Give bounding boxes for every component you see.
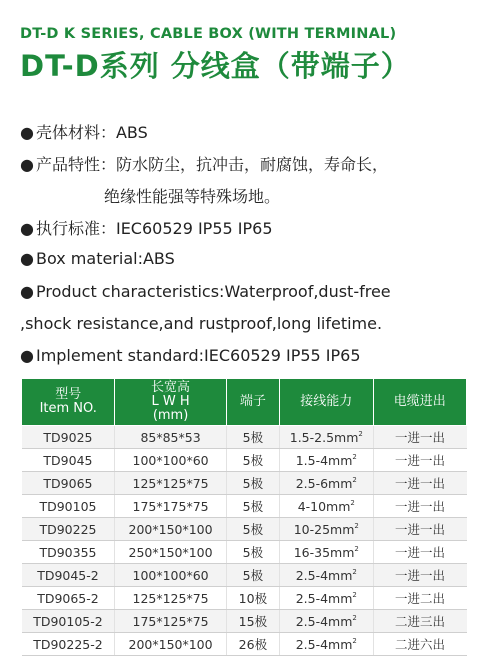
- table-row: [22, 426, 467, 449]
- cell-item: TD9025: [22, 426, 115, 449]
- bullet-icon: ●: [20, 282, 34, 301]
- bullet-icon: ●: [20, 219, 34, 238]
- table-row: [22, 541, 467, 564]
- col-header-lwh: 长宽高 L W H (mm): [115, 379, 226, 426]
- cell-cable: 一进一出: [373, 472, 466, 495]
- spec-text: Implement standard:IEC60529 IP55 IP65: [35, 346, 361, 365]
- cell-terminal: 10极: [226, 587, 279, 610]
- cell-terminal: 15极: [226, 610, 279, 633]
- bullet-icon: ●: [20, 155, 34, 174]
- cell-terminal: 5极: [226, 472, 279, 495]
- cell-capacity: $2.5-4mm^2$: [280, 610, 373, 633]
- cell-capacity: $10-25mm^2$: [280, 518, 373, 541]
- spec-features-cn: [20, 152, 388, 175]
- cell-terminal: 5极: [226, 541, 279, 564]
- header-title-en: DT-D K SERIES, CABLE BOX (WITH TERMINAL): [20, 26, 397, 42]
- spec-table: [21, 378, 467, 656]
- cell-lwh: 200*150*100: [115, 518, 226, 541]
- table-row: [22, 610, 467, 633]
- cell-terminal: 5极: [226, 449, 279, 472]
- cell-terminal: 5极: [226, 564, 279, 587]
- cell-cable: 一进一出: [373, 449, 466, 472]
- cell-cable: 一进一出: [373, 541, 466, 564]
- spec-characteristics: [20, 282, 391, 301]
- cell-lwh: 100*100*60: [115, 449, 226, 472]
- cell-terminal: 5极: [226, 518, 279, 541]
- cell-item: TD90105: [22, 495, 115, 518]
- cell-capacity: $1.5-2.5mm^2$: [280, 426, 373, 449]
- col-header-item: 型号 Item NO.: [22, 379, 115, 426]
- spec-text: 产品特性：防水防尘，抗冲击，耐腐蚀，寿命长，: [35, 155, 388, 174]
- spec-box-material: [20, 249, 175, 268]
- spec-standard-cn: [20, 216, 273, 239]
- spec-text: Product characteristics:Waterproof,dust-free: [35, 282, 391, 301]
- cell-item: TD9065: [22, 472, 115, 495]
- cell-capacity: $4-10mm^2$: [280, 495, 373, 518]
- cell-capacity: $2.5-4mm^2$: [280, 564, 373, 587]
- table-row: [22, 495, 467, 518]
- cell-cable: 一进一出: [373, 426, 466, 449]
- cell-capacity: $16-35mm^2$: [280, 541, 373, 564]
- table-row: [22, 587, 467, 610]
- cell-lwh: 85*85*53: [115, 426, 226, 449]
- cell-terminal: 26极: [226, 633, 279, 656]
- spec-text: 壳体材料：ABS: [35, 123, 148, 142]
- cell-cable: 二进三出: [373, 610, 466, 633]
- cell-cable: 一进二出: [373, 587, 466, 610]
- col-header-cable: 电缆进出: [373, 379, 466, 426]
- cell-capacity: $2.5-4mm^2$: [280, 587, 373, 610]
- cell-cable: 二进六出: [373, 633, 466, 656]
- cell-item: TD90225: [22, 518, 115, 541]
- bullet-icon: ●: [20, 346, 34, 365]
- col-header-capacity: 接线能力: [280, 379, 373, 426]
- table-row: [22, 633, 467, 656]
- cell-item: TD90225-2: [22, 633, 115, 656]
- cell-lwh: 200*150*100: [115, 633, 226, 656]
- table-row: [22, 564, 467, 587]
- cell-item: TD9045-2: [22, 564, 115, 587]
- spec-text: ,shock resistance,and rustproof,long lifetime.: [20, 314, 383, 333]
- cell-item: TD9045: [22, 449, 115, 472]
- spec-characteristics-cont: [20, 314, 382, 333]
- spec-text: 执行标准：IEC60529 IP55 IP65: [35, 219, 273, 238]
- table-row: [22, 518, 467, 541]
- cell-terminal: 5极: [226, 495, 279, 518]
- table-row: [22, 449, 467, 472]
- spec-shell-material: [20, 120, 148, 143]
- cell-terminal: 5极: [226, 426, 279, 449]
- cell-item: TD9065-2: [22, 587, 115, 610]
- cell-lwh: 125*125*75: [115, 472, 226, 495]
- spec-text: Box material:ABS: [35, 249, 175, 268]
- cell-lwh: 175*125*75: [115, 610, 226, 633]
- bullet-icon: ●: [20, 123, 34, 142]
- spec-text: 绝缘性能强等特殊场地。: [104, 187, 281, 206]
- cell-capacity: $2.5-6mm^2$: [280, 472, 373, 495]
- table-row: [22, 472, 467, 495]
- cell-cable: 一进一出: [373, 495, 466, 518]
- cell-lwh: 100*100*60: [115, 564, 226, 587]
- cell-capacity: $1.5-4mm^2$: [280, 449, 373, 472]
- bullet-icon: ●: [20, 249, 34, 268]
- cell-item: TD90355: [22, 541, 115, 564]
- spec-standard-en: [20, 346, 361, 365]
- cell-cable: 一进一出: [373, 564, 466, 587]
- header-title-cn: DT-D系列 分线盒（带端子）: [20, 49, 411, 83]
- spec-features-cn-cont: [104, 184, 280, 207]
- cell-lwh: 250*150*100: [115, 541, 226, 564]
- cell-cable: 一进一出: [373, 518, 466, 541]
- table-header-row: [22, 379, 467, 426]
- cell-capacity: $2.5-4mm^2$: [280, 633, 373, 656]
- col-header-terminal: 端子: [226, 379, 279, 426]
- cell-lwh: 125*125*75: [115, 587, 226, 610]
- cell-lwh: 175*175*75: [115, 495, 226, 518]
- cell-item: TD90105-2: [22, 610, 115, 633]
